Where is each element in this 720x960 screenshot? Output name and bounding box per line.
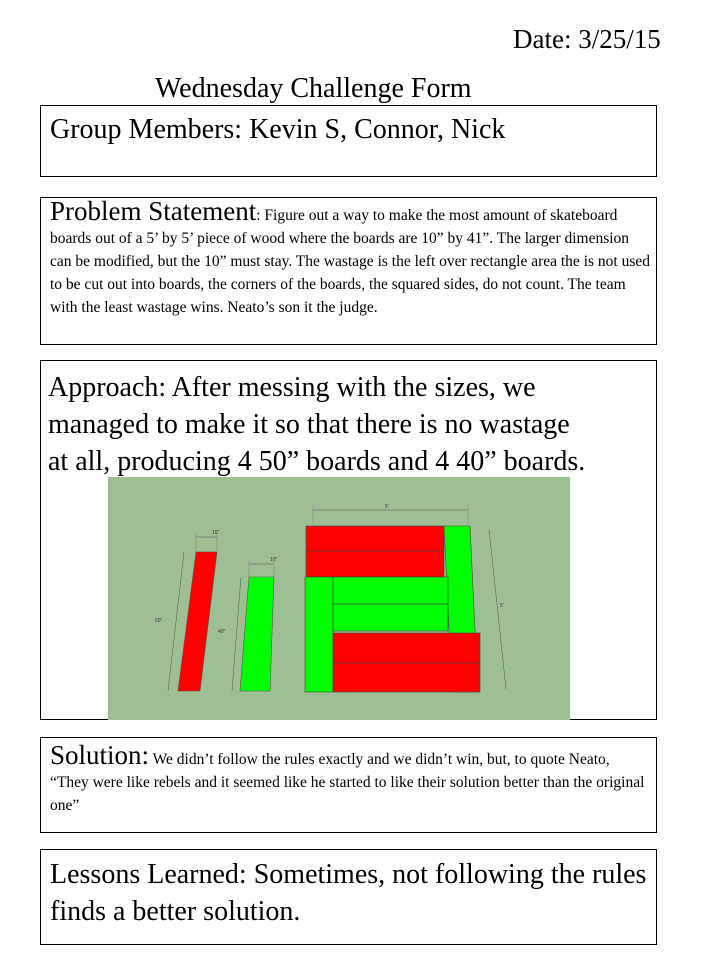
dim-label-sheet-width: 5'	[385, 504, 389, 510]
approach-line: managed to make it so that there is no wastage	[48, 409, 570, 440]
dim-label-50: 50”	[155, 618, 163, 624]
board-red	[306, 551, 444, 577]
group-members-text: Group Members: Kevin S, Connor, Nick	[50, 114, 506, 145]
group-members-box	[40, 105, 657, 177]
approach-line: Approach: After messing with the sizes, we	[48, 372, 536, 403]
dim-label-sheet-height: 5'	[500, 603, 504, 609]
solution-body: We didn’t follow the rules exactly and we didn’t win, but, to quote Neato, “They were like rebels and it seemed like he started to like their solution better than the original one”	[50, 751, 645, 814]
problem-statement-box	[40, 197, 657, 345]
board-red	[333, 663, 480, 692]
board-green	[333, 577, 448, 604]
board-red	[333, 633, 480, 663]
solution-label: Solution:	[50, 740, 150, 770]
solution-box	[40, 737, 657, 833]
dim-label-width-40: 10”	[270, 557, 278, 563]
lessons-learned-box	[40, 849, 657, 945]
approach-line: at all, producing 4 50” boards and 4 40” boards.	[48, 446, 586, 477]
solution-text	[50, 740, 650, 817]
sheet-layout	[305, 526, 480, 692]
board-layout-diagram	[108, 477, 570, 720]
date-label: Date: 3/25/15	[513, 24, 661, 54]
dim-label-40: 40”	[218, 629, 226, 635]
board-red	[306, 526, 444, 551]
problem-statement-body: : Figure out a way to make the most amount of skateboard boards out of a 5’ by 5’ piece of wood where the boards are 10” by 41”. The larger dimension can be modified, but the 10” must stay. The wastage is the left over rectangle area the is not used to be cut out into boards, the corners of the boards, the squared sides, do not count. The team with the least wastage wins. Neato’s son it the judge.	[50, 207, 650, 316]
problem-statement-label: Problem Statement	[50, 196, 257, 226]
form-title: Wednesday Challenge Form	[155, 73, 472, 104]
board-green	[305, 577, 333, 692]
lessons-learned-text: Lessons Learned: Sometimes, not following the rules finds a better solution.	[50, 859, 647, 927]
approach-text	[48, 369, 688, 480]
problem-statement-text	[50, 196, 650, 319]
board-green	[333, 604, 448, 631]
dim-label-width-50: 10”	[212, 530, 220, 536]
